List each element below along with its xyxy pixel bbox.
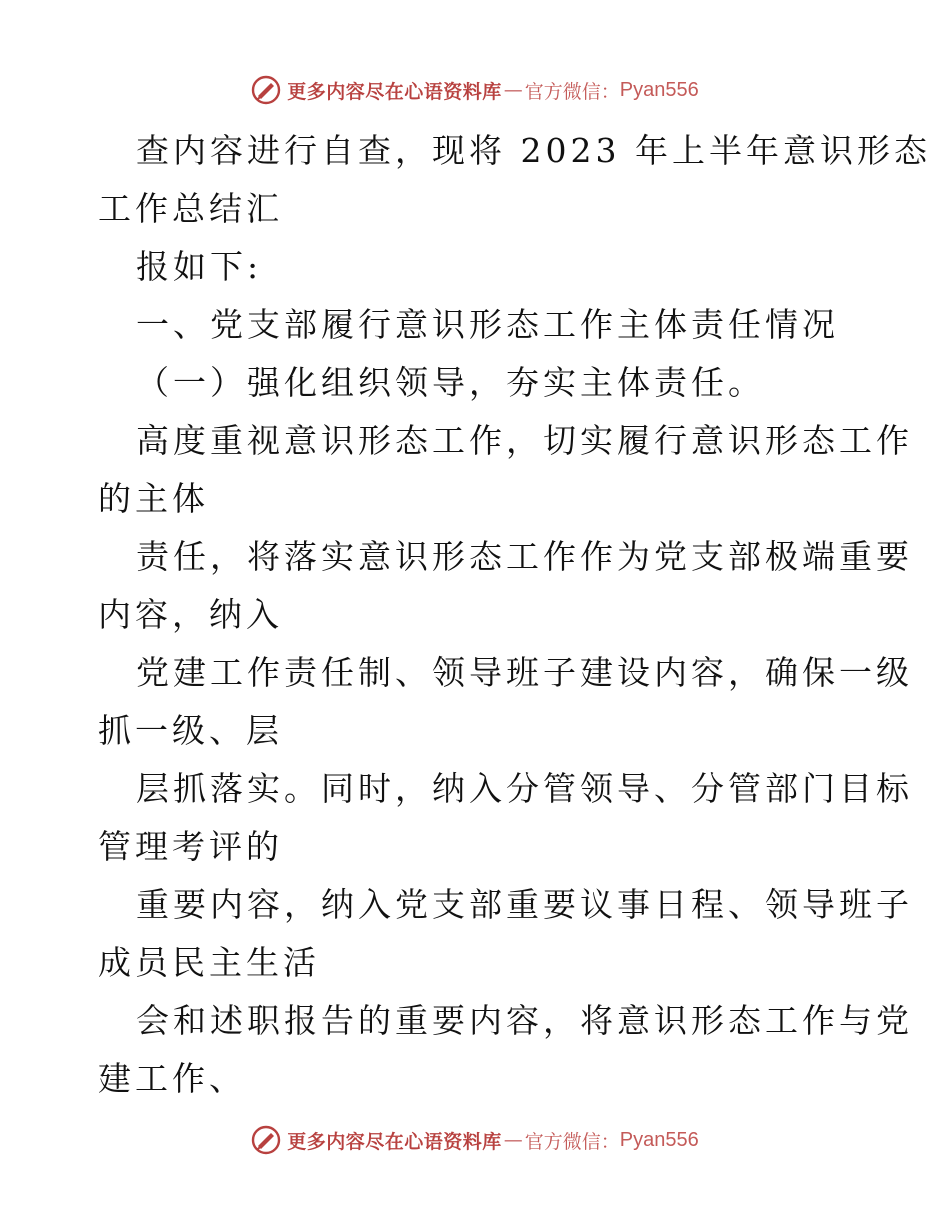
text-line: 内容，纳入	[98, 595, 283, 634]
brand-logo-icon	[251, 75, 281, 105]
text-line: 会和述职报告的重要内容，将意识形态工作与党	[136, 1001, 913, 1040]
promo-text: 更多内容尽在心语资料库	[287, 1130, 502, 1153]
promo-text: 更多内容尽在心语资料库	[287, 80, 502, 103]
text-line: 报如下:	[136, 247, 263, 286]
wechat-id: Pyan556	[619, 78, 699, 101]
text-line: 工作总结汇	[98, 189, 283, 228]
brand-logo-icon	[251, 1125, 281, 1155]
text-line: 一、党支部履行意识形态工作主体责任情况	[136, 305, 839, 344]
wechat-label: 官方微信：	[524, 80, 620, 103]
text-line: 责任，将落实意识形态工作作为党支部极端重要	[136, 537, 913, 576]
header-watermark	[0, 70, 950, 110]
text-line: 查内容进行自查，现将 2023 年上半年意识形态	[136, 131, 931, 170]
separator-dash: —	[503, 79, 523, 101]
footer-watermark	[0, 1120, 950, 1160]
text-line: 重要内容，纳入党支部重要议事日程、领导班子	[136, 885, 913, 924]
document-body	[98, 122, 931, 1108]
separator-dash: —	[503, 1129, 523, 1151]
wechat-label: 官方微信：	[524, 1130, 620, 1153]
text-line: 成员民主生活	[98, 943, 320, 982]
text-line: 管理考评的	[98, 827, 283, 866]
text-line: （一）强化组织领导，夯实主体责任。	[136, 363, 765, 402]
text-line: 党建工作责任制、领导班子建设内容，确保一级	[136, 653, 913, 692]
text-line: 抓一级、层	[98, 711, 283, 750]
wechat-id: Pyan556	[619, 1128, 699, 1151]
text-line: 的主体	[98, 479, 209, 518]
text-line: 高度重视意识形态工作，切实履行意识形态工作	[136, 421, 913, 460]
text-line: 层抓落实。同时，纳入分管领导、分管部门目标	[136, 769, 913, 808]
text-line: 建工作、	[98, 1059, 246, 1098]
